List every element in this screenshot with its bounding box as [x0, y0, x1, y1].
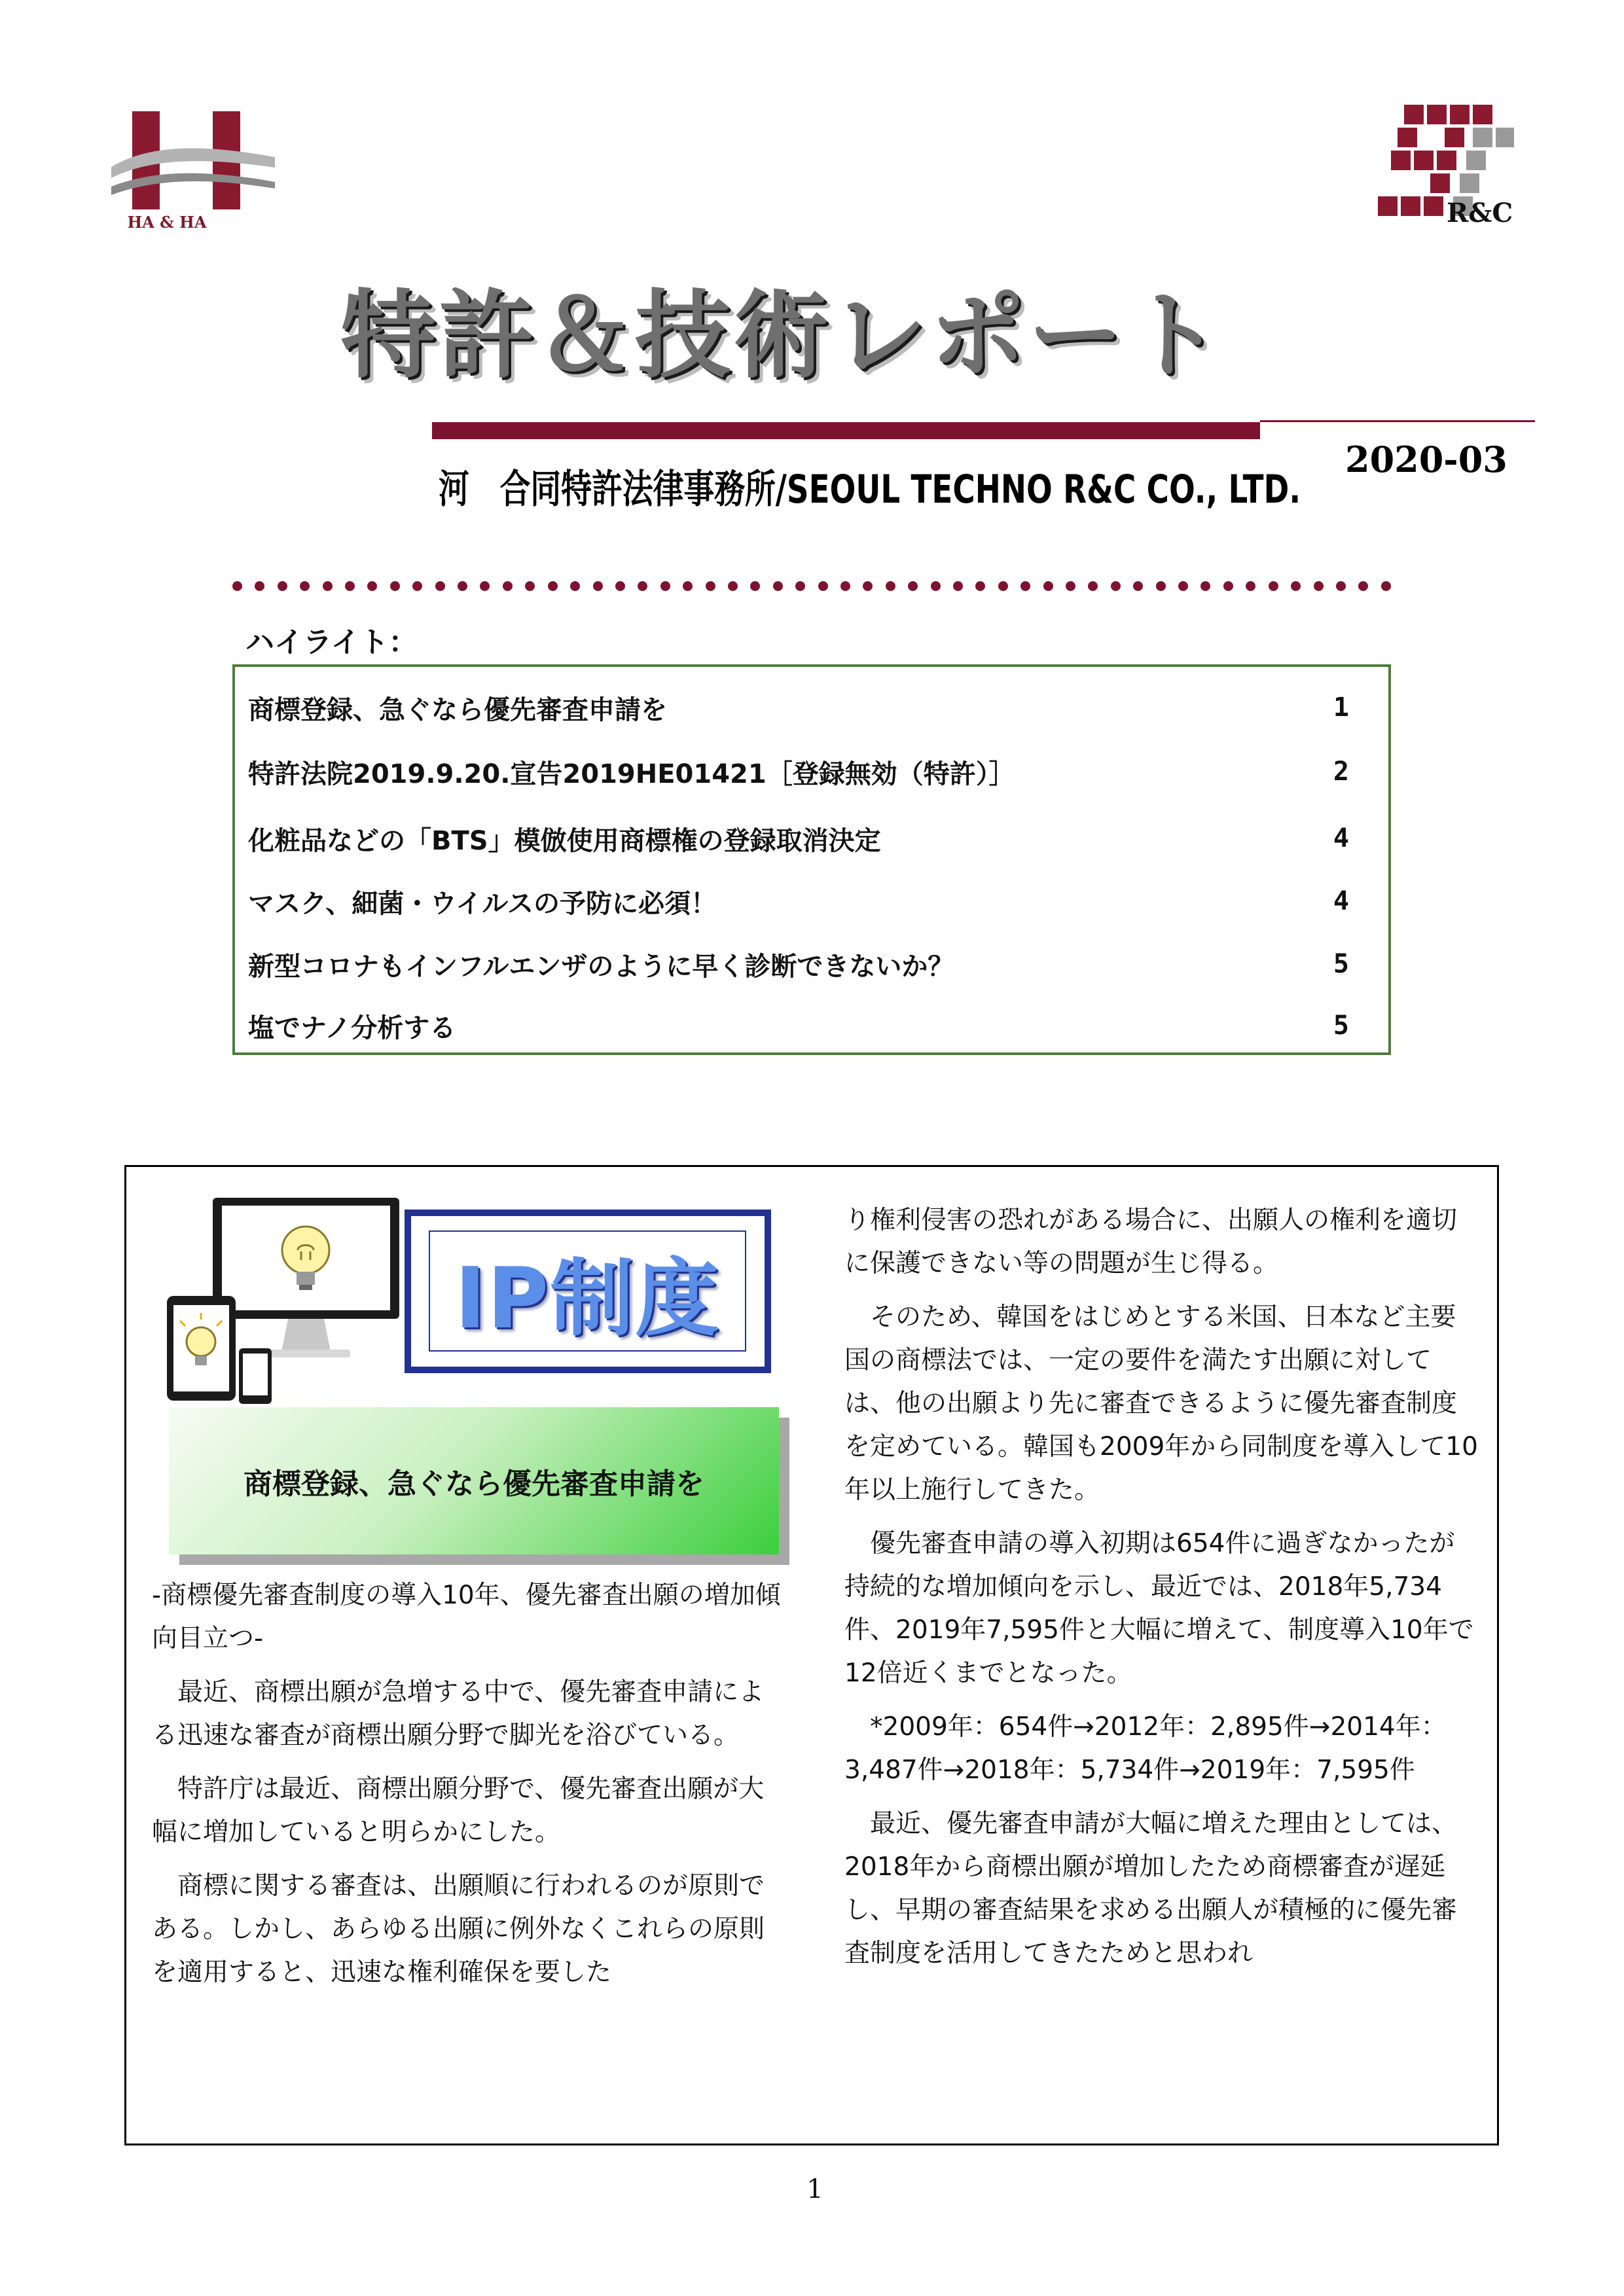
- highlight-page: 4: [1333, 823, 1349, 853]
- separator-dot: [1178, 581, 1188, 591]
- separator-dot: [1133, 581, 1143, 591]
- highlight-item[interactable]: [248, 681, 1349, 734]
- page-number: 1: [806, 2174, 823, 2204]
- separator-dot: [908, 581, 918, 591]
- separator-dot: [886, 581, 895, 591]
- separator-dot: [1269, 581, 1278, 591]
- article-paragraph: 特許庁は最近、商標出願分野で、優先審査出願が大幅に増加していると明らかにした。: [152, 1774, 765, 1847]
- article-subtitle: -商標優先審査制度の導入10年、優先審査出願の増加傾向目立つ-: [152, 1581, 781, 1653]
- separator-dot: [773, 581, 783, 591]
- issue-number: 2020-03: [1345, 439, 1507, 480]
- separator-dot: [728, 581, 738, 591]
- article-left-column: [152, 1574, 787, 2005]
- dotted-separator: [232, 581, 1391, 594]
- separator-dot: [863, 581, 873, 591]
- separator-dot: [615, 581, 625, 591]
- highlight-item[interactable]: [248, 938, 1349, 990]
- highlights-heading: ハイライト：: [245, 626, 418, 659]
- highlight-page: 5: [1333, 949, 1349, 979]
- separator-dot: [1111, 581, 1121, 591]
- highlight-page: 5: [1333, 1011, 1349, 1041]
- separator-dot: [706, 581, 715, 591]
- separator-dot: [1200, 581, 1210, 591]
- report-title: 特許＆技術レポート: [340, 280, 1224, 391]
- separator-dot: [593, 581, 603, 591]
- highlight-item[interactable]: [248, 999, 1349, 1052]
- separator-dot: [1020, 581, 1030, 591]
- separator-dot: [795, 581, 805, 591]
- logo-left-caption: HA & HA: [127, 213, 207, 232]
- article-right-column: [844, 1199, 1479, 1986]
- separator-dot: [458, 581, 467, 591]
- separator-dot: [323, 581, 333, 591]
- separator-dot: [931, 581, 941, 591]
- separator-dot: [1246, 581, 1255, 591]
- separator-dot: [998, 581, 1008, 591]
- separator-dot: [1381, 581, 1391, 591]
- highlight-item[interactable]: [248, 812, 1349, 865]
- separator-dot: [548, 581, 558, 591]
- separator-dot: [1043, 581, 1053, 591]
- highlight-page: 2: [1333, 757, 1349, 787]
- separator-dot: [300, 581, 310, 591]
- separator-dot: [1088, 581, 1098, 591]
- highlight-title: 化粧品などの「BTS」模倣使用商標権の登録取消決定: [248, 825, 881, 856]
- separator-dot: [232, 581, 242, 591]
- section-label: IP制度: [454, 1249, 721, 1348]
- devices-lightbulb-icon: [167, 1198, 403, 1407]
- separator-dot: [975, 581, 985, 591]
- separator-dot: [750, 581, 760, 591]
- separator-dot: [818, 581, 828, 591]
- separator-dot: [435, 581, 445, 591]
- separator-dot: [525, 581, 535, 591]
- highlight-title: マスク、細菌・ウイルスの予防に必須！: [248, 888, 717, 919]
- title-underline-bar: [432, 422, 1260, 439]
- article-statistics-line: *2009年：654件→2012年：2,895件→2014年：3,487件→2018年：5,734件→2019年：7,595件: [844, 1712, 1447, 1785]
- article-paragraph: そのため、韓国をはじめとする米国、日本など主要国の商標法では、一定の要件を満たす出願に対しては、他の出願より先に審査できるように優先審査制度を定めている。韓国も2009年から同制度を導入して10年以上施行してきた。: [844, 1302, 1478, 1505]
- highlight-title: 特許法院2019.9.20.宣告2019HE01421［登録無効（特許）］: [248, 759, 1015, 789]
- separator-dot: [1223, 581, 1233, 591]
- separator-dot: [1336, 581, 1346, 591]
- article-paragraph: 最近、商標出願が急増する中で、優先審査申請による迅速な審査が商標出願分野で脚光を浴びている。: [152, 1677, 765, 1750]
- separator-dot: [1066, 581, 1075, 591]
- article-paragraph: 優先審査申請の導入初期は654件に過ぎなかったが持続的な増加傾向を示し、最近では、2018年5,734件、2019年7,595件と大幅に増えて、制度導入10年で12倍近くまでとなった。: [844, 1529, 1474, 1688]
- logo-right-caption: R&C: [1447, 198, 1513, 228]
- separator-dot: [480, 581, 490, 591]
- separator-dot: [570, 581, 580, 591]
- highlight-item[interactable]: [248, 745, 1349, 798]
- highlight-title: 商標登録、急ぐなら優先審査申請を: [248, 694, 667, 725]
- title-underline-line: [1260, 420, 1535, 422]
- article-headline-banner: [169, 1407, 779, 1554]
- separator-dot: [953, 581, 963, 591]
- firm-name: 河 合同特許法律事務所/SEOUL TECHNO R&C CO., LTD.: [439, 467, 1301, 512]
- separator-dot: [412, 581, 422, 591]
- separator-dot: [367, 581, 377, 591]
- highlight-title: 塩でナノ分析する: [248, 1013, 456, 1043]
- highlight-page: 1: [1333, 692, 1349, 723]
- article-paragraph: 最近、優先審査申請が大幅に増えた理由としては、2018年から商標出願が増加したため商標審査が遅延し、早期の審査結果を求める出願人が積極的に優先審査制度を活用してきたためと思われ: [844, 1809, 1458, 1968]
- highlight-title: 新型コロナもインフルエンザのように早く診断できないか？: [248, 951, 954, 982]
- separator-dot: [1291, 581, 1301, 591]
- separator-dot: [345, 581, 355, 591]
- separator-dot: [1358, 581, 1368, 591]
- article-headline: 商標登録、急ぐなら優先審査申請を: [244, 1467, 704, 1501]
- separator-dot: [390, 581, 400, 591]
- separator-dot: [683, 581, 693, 591]
- separator-dot: [638, 581, 647, 591]
- separator-dot: [1156, 581, 1166, 591]
- separator-dot: [660, 581, 670, 591]
- separator-dot: [840, 581, 850, 591]
- article-paragraph: 商標に関する審査は、出願順に行われるのが原則である。しかし、あらゆる出願に例外なくこれらの原則を適用すると、迅速な権利確保を要した: [152, 1871, 765, 1987]
- article-paragraph-continued: り権利侵害の恐れがある場合に、出願人の権利を適切に保護できない等の問題が生じ得る。: [844, 1206, 1458, 1278]
- separator-dot: [1314, 581, 1324, 591]
- highlights-box: [232, 664, 1391, 1055]
- highlight-item[interactable]: [248, 875, 1349, 927]
- separator-dot: [255, 581, 264, 591]
- separator-dot: [278, 581, 287, 591]
- highlight-page: 4: [1333, 886, 1349, 916]
- separator-dot: [503, 581, 513, 591]
